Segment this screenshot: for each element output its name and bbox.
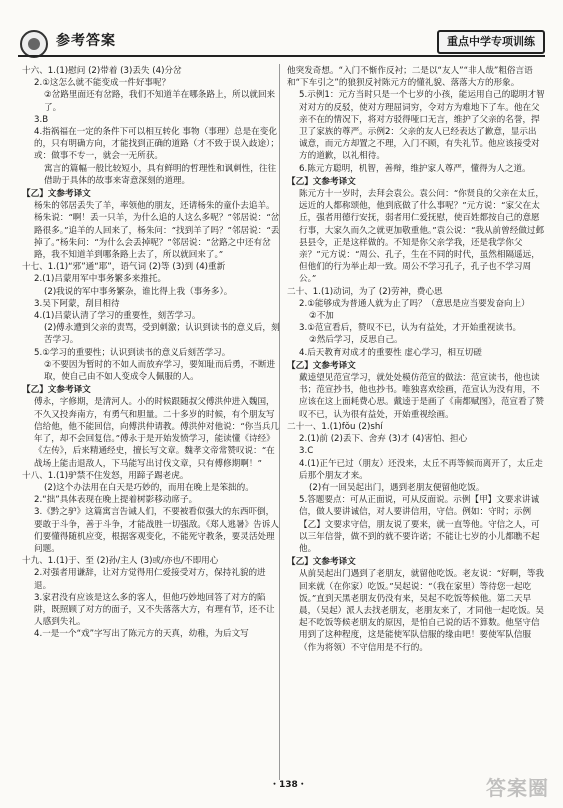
translation-paragraph: 陈元方十一岁时，去拜会袁公。袁公问：“你贤良的父亲在太丘，远近的人都称颂他，他到底做了什么事呢？”元方说：“家父在太丘，强者用德行安抚，弱者用仁爱抚慰，使百姓都按自己的意愿行事，大家久而久之就更加敬重他。”袁公说：“我从前曾经做过邺县县令，正是这样做的。不知是你父亲学我，还是我学你父亲？”元方说：“周公、孔子，生在不同的时代，虽然相隔遥远，但他们的行为举止却一致。周公不学习孔子，孔子也不学习周公。”: [299, 189, 545, 285]
page-header: [0, 0, 563, 58]
left-column: [22, 65, 280, 641]
answer-line: ②不加: [309, 311, 334, 322]
answer-line: 4.一是一个“戏”字写出了陈元方的天真，幼稚，为后文写: [34, 629, 249, 640]
answer-line: 3.吴下阿蒙，刮目相待: [34, 298, 120, 309]
answer-line: 3.《黔之驴》这篇寓言告诫人们，不要被看似强大的东西吓倒，要敢于斗争，善于斗争，才能战胜一切强敌。《郑人逃暑》告诉人们要懂得随机应变，根据客观变化，不能死守教条，要灵活处理问题。: [34, 507, 279, 554]
answer-line: 十八、1.(1)驴禁不住发怒，用蹄子踢老虎。: [22, 470, 189, 481]
section-heading: 【乙】文参考译文: [287, 360, 356, 371]
answer-line: 3.家君没有应该是这么多的客人，但他巧妙地回答了对方的陷阱，既照顾了对方的面子，又不失落落大方，有理有节，还不让人感到失礼。: [34, 592, 275, 628]
right-column: [287, 65, 545, 654]
answer-line: 2.①这怎么就不能变成一件好事呢？: [34, 78, 171, 89]
translation-paragraph: 傅永，字修期，是清河人。小的时候跟随叔父傅洪仲进入魏国，不久又投奔南方，有勇气和胆量。二十多岁的时候，有个朋友写信给他，他不能回信，向傅洪仲请教。傅洪仲对他说：“你当兵几年了，却不会回复信。”傅永于是开始发愤学习，能读懂《诗经》《左传》，后来精通经史，擅长写文章。魏孝文帝常赞叹说：“在战场上能击退敌人，下马能写出讨伐文章，只有傅修期啊！”: [34, 397, 280, 469]
answer-line: 3.B: [34, 114, 49, 125]
school-logo-icon: [20, 30, 48, 58]
brand-badge: 重点中学专项训练: [437, 30, 545, 54]
section-heading: 【乙】文参考译文: [287, 176, 356, 187]
answer-line: (2)这个办法用在白天是巧妙的，而用在晚上是笨拙的。: [44, 482, 254, 493]
answer-line: 2.(1)前 (2)丢下、舍弃 (3)才 (4)害怕、担心: [299, 434, 468, 445]
header-rule: [18, 55, 545, 57]
answer-line: 6.陈元方聪明，机智，善辩，维护家人尊严，懂得为人之道。: [299, 163, 531, 174]
answer-line: ②然后学习，反思自己。: [309, 335, 403, 346]
header-title: 参考答案: [56, 33, 116, 49]
answer-line: 2.(1)吕蒙用军中事务繁多来推托。: [34, 274, 167, 285]
answer-line: 十六、1.(1)慰问 (2)带着 (3)丢失 (4)分岔: [22, 66, 182, 76]
answer-line: 二十一、1.(1)fǒu (2)shí: [287, 421, 383, 432]
answer-line: 4.指祸福在一定的条件下可以相互转化 事物（事理）总是在变化的，只有明确方向，才能找到正确的道路（才不致于误入歧途）；或：做事不专一，就会一无所获。: [34, 127, 279, 162]
answer-line: 3.①范宣看后，赞叹不已，认为有益处，才开始重视读书。: [299, 323, 522, 334]
answer-line: 5.①学习的重要性；认识到读书的意义后刻苦学习。: [34, 347, 231, 358]
answer-line: 2.①能够成为普通人就为止了吗？（意思是应当要发奋向上）: [299, 298, 530, 309]
answer-line: 4.(1)吕蒙认清了学习的重要性，刻苦学习。: [34, 311, 201, 322]
answer-line: (2)我说的军中事务繁杂，谁比得上我（事务多）。: [44, 286, 233, 297]
section-heading: 【乙】文参考译文: [287, 557, 356, 568]
translation-paragraph: 戴逵望见范宣学习，就处处模仿范宣的做法：范宣读书，他也读书；范宣抄书，他也抄书。唯独喜欢绘画，范宣认为没有用，不应该在这上面耗费心思。戴逵于是画了《南都赋图》，范宣看了赞叹不已，认为很有益处，开始重视绘画。: [299, 373, 544, 420]
translation-paragraph: 杨朱的邻居丢失了羊，率领他的朋友，还请杨朱的童仆去追羊。杨朱说：“啊！丢一只羊，为什么追的人这么多呢？”邻居说：“岔路很多。”追羊的人回来了，杨朱问：“找到羊了吗？”邻居说：“丢掉了。”杨朱问：“为什么会丢掉呢？”邻居说：“岔路之中还有岔路，我不知道羊到哪条路上去了，所以就回来了。”: [34, 201, 280, 261]
section-heading: 【乙】文参考译文: [22, 189, 91, 200]
answer-line: 5.答题要点：可从正面说，可从反面说。示例【甲】文要求讲诚信，做人要讲诚信，对人要讲信用，守信。例如：守时；示例【乙】文要求守信，朋友说了要来，就一直等他。守信之人，可以三年信誉，做不到的就不要许诺；不能让七岁的小儿都瞧不起他。: [299, 495, 540, 554]
answer-line: 3.C: [299, 446, 314, 457]
watermark: 答案圈: [486, 775, 549, 800]
answer-line: (2)傅永遭到父亲的责骂，受到刺激；认识到读书的意义后，刻苦学习。: [44, 323, 280, 346]
answer-line: ②岔路里面还有岔路，我们不知道羊在哪条路上，所以就回来了。: [44, 90, 276, 113]
answer-line: 十七、1.(1)“邪”通“耶”，语气词 (2)等 (3)到 (4)重新: [22, 262, 226, 273]
answer-line: 2.对强者用谦辞，让对方觉得用仁爱接受对方，保持礼貌的进退。: [34, 568, 266, 591]
page-number: ・138・: [270, 780, 307, 790]
answer-line: 他突发奇想。“入门不惭作反衬；二是以“友人”“非人哉”粗俗言语和“下车引之”的狼狈反衬陈元方的懂礼貌、落落大方的形象。: [287, 66, 533, 89]
answer-line: (2)有一回吴起出门，遇到老朋友便留他吃饭。: [309, 482, 485, 493]
answer-line: 2.“拙”具体表现在晚上提着树影移动席子。: [34, 495, 198, 506]
answer-line: 十九、1.(1)于、至 (2)孙/主人 (3)或/亦也/不即用心: [22, 556, 219, 567]
answer-line: 5.示例1：元方当时只是一个七岁的小孩，能运用自己的聪明才智对对方的反驳，使对方理屈词穷，令对方为难地下了车。他在父亲不在的情况下，将对方驳得哑口无言，维护了父亲的名誉，捍卫了家族的尊严。示例2：父亲的友人已经表达了歉意，显示出诚意，而元方却置之不理，入门不顾，有失礼节。他应该接受对方的道歉，以礼相待。: [299, 90, 545, 162]
answer-line: 4.后天教育对成才的重要性 虚心学习，相互切磋: [299, 347, 482, 358]
answer-line: 4.(1)正午已过（朋友）还没来，太丘不再等候而离开了，太丘走后那个朋友才来。: [299, 458, 543, 481]
section-heading: 【乙】文参考译文: [22, 385, 91, 396]
translation-paragraph: 从前吴起出门遇到了老朋友，就留他吃饭。老友说：“好啊，等我回来就（在你家）吃饭。”吴起说：“（我在家里）等待您一起吃饭。”直到天黑老朋友仍没有来，吴起不吃饭等候他。第二天早晨，（吴起）派人去找老朋友，老朋友来了，才同他一起吃饭。吴起不吃饭等候老朋友的原因，是怕自己说的话不算数。他坚守信用到了这种程度，这是能使军队信服的缘由吧！要使军队信服（作为将领）不守信用是不行的。: [299, 569, 545, 653]
answer-line: 寓言的篇幅一般比较短小，具有鲜明的哲理性和讽刺性，往往借助于具体的故事来寄意深刻的道理。: [44, 163, 277, 186]
answer-line: 二十、1.(1)动词，为了 (2)劳神，费心思: [287, 286, 443, 297]
answer-line: ②不要因为暂时的不如人而放弃学习，要知耻而后勇，不断进取，使自己由不如人变成令人佩服的人。: [44, 359, 276, 383]
